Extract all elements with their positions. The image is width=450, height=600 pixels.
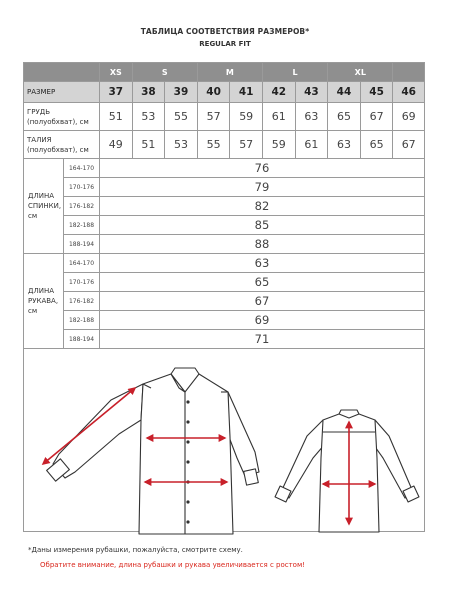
size-cell: 43 <box>295 82 328 103</box>
size-cell: 38 <box>132 82 165 103</box>
sleeve-length-row <box>24 273 425 292</box>
letter-size-l: L <box>262 63 327 82</box>
back-length-value: 85 <box>100 216 425 235</box>
shirt-back-icon <box>275 410 419 532</box>
height-range: 188-194 <box>64 235 100 254</box>
letter-size-row <box>24 63 425 82</box>
waist-value: 65 <box>360 131 393 159</box>
size-cell: 39 <box>165 82 198 103</box>
waist-value: 49 <box>100 131 133 159</box>
height-range: 182-188 <box>64 311 100 330</box>
size-number-row <box>24 82 425 103</box>
shirt-diagram <box>23 362 425 542</box>
sleeve-length-value: 71 <box>100 330 425 349</box>
growth-warning: Обратите внимание, длина рубашки и рукава увеличивается с ростом! <box>40 561 306 569</box>
height-range: 182-188 <box>64 216 100 235</box>
height-range: 176-182 <box>64 292 100 311</box>
size-cell: 44 <box>328 82 361 103</box>
page-title: ТАБЛИЦА СООТВЕТСТВИЯ РАЗМЕРОВ* <box>140 27 310 36</box>
chest-row <box>24 103 425 131</box>
sleeve-length-value: 65 <box>100 273 425 292</box>
sleeve-length-value: 67 <box>100 292 425 311</box>
back-length-value: 88 <box>100 235 425 254</box>
shirt-front-icon <box>47 368 259 534</box>
back-length-row <box>24 235 425 254</box>
sleeve-length-row <box>24 292 425 311</box>
chest-value: 69 <box>393 103 425 131</box>
back-length-value: 76 <box>100 159 425 178</box>
letter-size-m: M <box>197 63 262 82</box>
back-length-row <box>24 178 425 197</box>
sleeve-length-label: ДЛИНА РУКАВА, см <box>24 254 64 349</box>
height-range: 164-170 <box>64 159 100 178</box>
sleeve-length-value: 69 <box>100 311 425 330</box>
waist-value: 63 <box>328 131 361 159</box>
chest-value: 65 <box>328 103 361 131</box>
letter-size-xl: XL <box>328 63 393 82</box>
measurement-note: *Даны измерения рубашки, пожалуйста, смотрите схему. <box>28 546 243 554</box>
size-cell: 40 <box>197 82 230 103</box>
letter-size-corner <box>24 63 100 82</box>
back-length-row <box>24 197 425 216</box>
waist-value: 55 <box>197 131 230 159</box>
chest-value: 57 <box>197 103 230 131</box>
sleeve-length-value: 63 <box>100 254 425 273</box>
height-range: 170-176 <box>64 178 100 197</box>
size-row-label: РАЗМЕР <box>24 82 100 103</box>
height-range: 188-194 <box>64 330 100 349</box>
waist-value: 61 <box>295 131 328 159</box>
chest-value: 59 <box>230 103 263 131</box>
sleeve-length-row <box>24 254 425 273</box>
back-length-row <box>24 216 425 235</box>
height-range: 170-176 <box>64 273 100 292</box>
chest-label: ГРУДЬ (полуобхват), см <box>24 103 100 131</box>
letter-size-s: S <box>132 63 197 82</box>
waist-row <box>24 131 425 159</box>
height-range: 164-170 <box>64 254 100 273</box>
waist-value: 57 <box>230 131 263 159</box>
sleeve-length-row <box>24 330 425 349</box>
back-length-value: 82 <box>100 197 425 216</box>
letter-size-xs: XS <box>100 63 133 82</box>
back-length-label: ДЛИНА СПИНКИ, см <box>24 159 64 254</box>
chest-value: 51 <box>100 103 133 131</box>
waist-value: 59 <box>262 131 295 159</box>
size-cell: 46 <box>393 82 425 103</box>
sleeve-length-row <box>24 311 425 330</box>
back-length-row <box>24 159 425 178</box>
chest-value: 61 <box>262 103 295 131</box>
waist-label: ТАЛИЯ (полуобхват), см <box>24 131 100 159</box>
size-cell: 45 <box>360 82 393 103</box>
waist-value: 51 <box>132 131 165 159</box>
chest-value: 55 <box>165 103 198 131</box>
chest-value: 67 <box>360 103 393 131</box>
chest-value: 53 <box>132 103 165 131</box>
back-length-value: 79 <box>100 178 425 197</box>
letter-size-empty <box>393 63 425 82</box>
waist-value: 67 <box>393 131 425 159</box>
size-cell: 37 <box>100 82 133 103</box>
height-range: 176-182 <box>64 197 100 216</box>
page-subtitle: REGULAR FIT <box>199 40 251 48</box>
size-cell: 41 <box>230 82 263 103</box>
size-cell: 42 <box>262 82 295 103</box>
waist-value: 53 <box>165 131 198 159</box>
chest-value: 63 <box>295 103 328 131</box>
